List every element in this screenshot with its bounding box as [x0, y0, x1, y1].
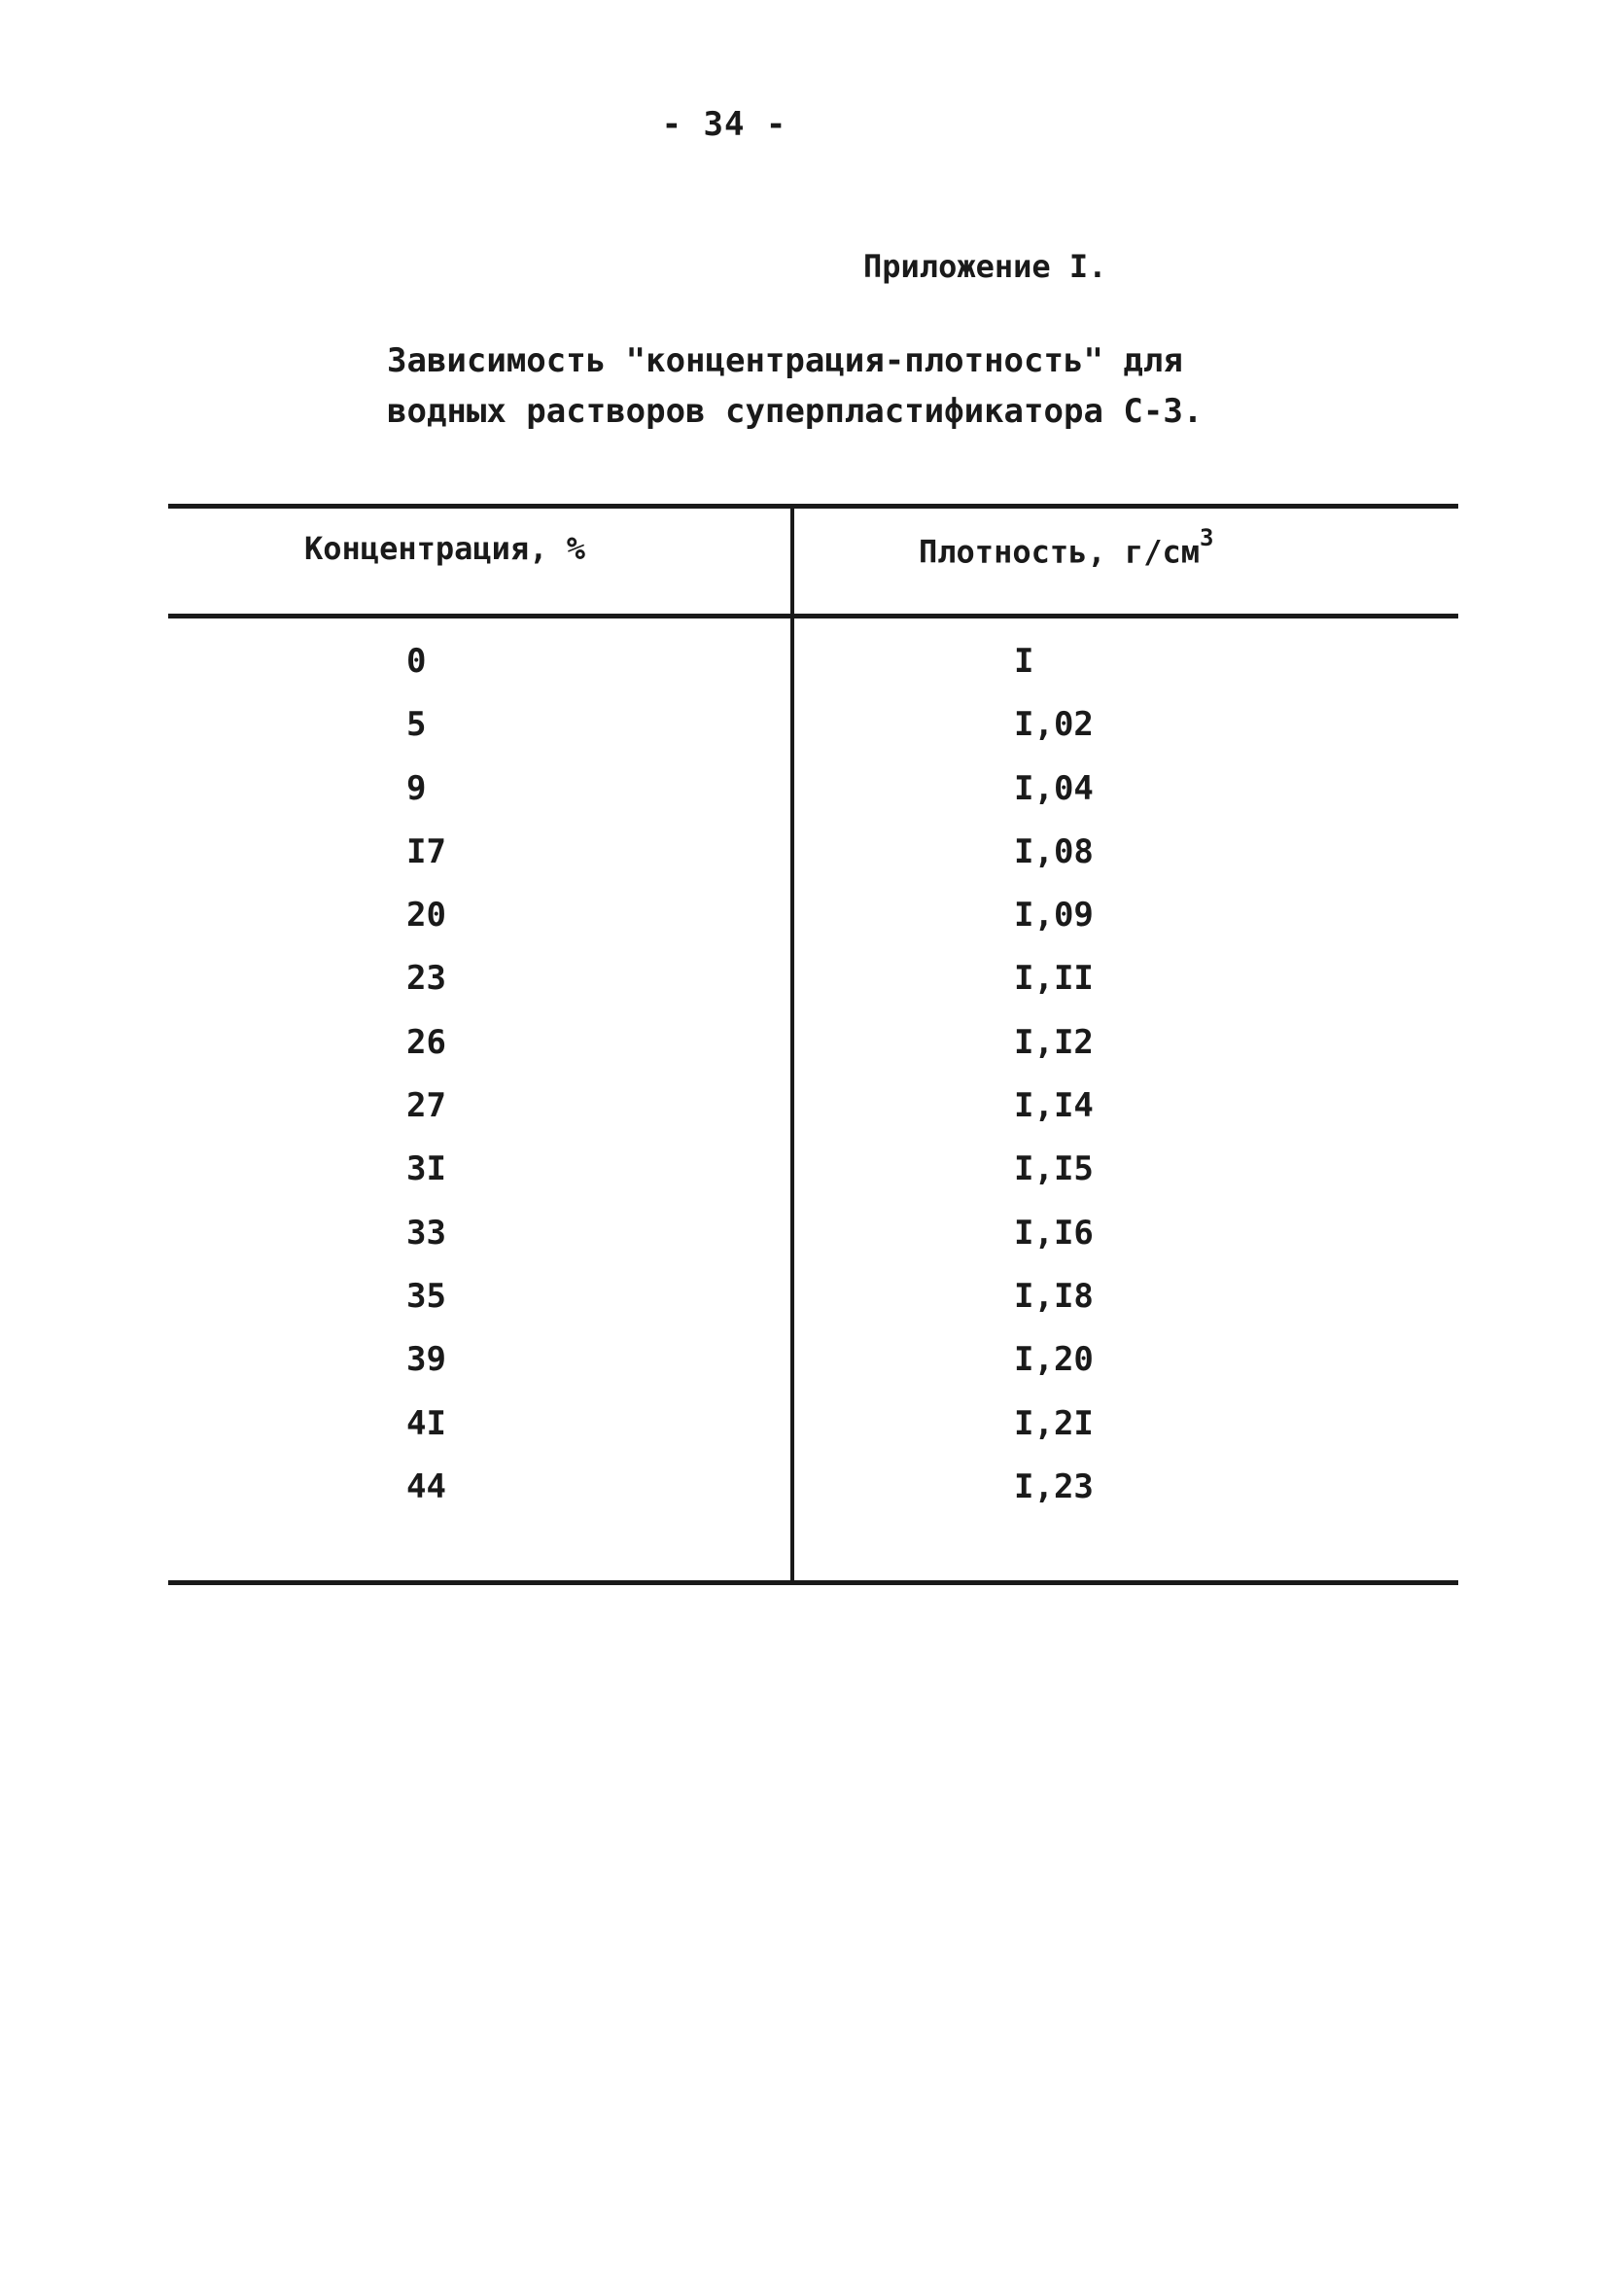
cell-concentration: 5 [406, 705, 427, 745]
table-row [168, 1086, 1458, 1149]
cell-density: I,08 [1014, 831, 1094, 871]
table-row [168, 769, 1458, 832]
cell-concentration: 44 [406, 1466, 446, 1506]
cell-concentration: 33 [406, 1213, 446, 1253]
cell-density: I,I2 [1014, 1022, 1094, 1062]
cell-concentration: I7 [406, 831, 446, 871]
table-row [168, 959, 1458, 1022]
table-row [168, 896, 1458, 959]
table-top-rule [168, 504, 1458, 509]
table-header-rule [168, 614, 1458, 618]
cell-concentration: 9 [406, 768, 427, 808]
cell-concentration: 39 [406, 1340, 446, 1380]
page-number: - 34 - [661, 105, 787, 144]
cell-concentration: 23 [406, 959, 446, 999]
cell-density: I,2I [1014, 1403, 1094, 1443]
cell-density: I,I4 [1014, 1086, 1094, 1126]
table-bottom-rule [168, 1580, 1458, 1585]
appendix-label: Приложение I. [863, 248, 1107, 285]
table-row [168, 1149, 1458, 1213]
cell-concentration: 35 [406, 1276, 446, 1316]
cell-density: I,09 [1014, 896, 1094, 936]
table-row [168, 1277, 1458, 1340]
header-concentration: Концентрация, % [304, 530, 585, 567]
table-row [168, 1023, 1458, 1086]
table-row [168, 1340, 1458, 1403]
table-row [168, 1467, 1458, 1531]
cell-concentration: 3I [406, 1149, 446, 1189]
table-row [168, 832, 1458, 896]
cell-density: I [1014, 642, 1034, 681]
title-line-2: водных растворов суперпластификатора С-3. [387, 392, 1204, 431]
cell-concentration: 26 [406, 1022, 446, 1062]
cell-density: I,I8 [1014, 1276, 1094, 1316]
title-line-1: Зависимость "концентрация-плотность" для [387, 341, 1183, 380]
table-row [168, 642, 1458, 705]
table-row [168, 705, 1458, 768]
header-density [919, 524, 1214, 571]
cell-concentration: 20 [406, 896, 446, 936]
header-density-superscript: 3 [1199, 524, 1214, 551]
cell-density: I,II [1014, 959, 1094, 999]
cell-concentration: 27 [406, 1086, 446, 1126]
table-row [168, 1214, 1458, 1277]
header-density-text: Плотность, г/см [919, 533, 1200, 571]
table-row [168, 1404, 1458, 1467]
table-body [168, 642, 1458, 1531]
document-title [387, 336, 1203, 437]
cell-density: I,I5 [1014, 1149, 1094, 1189]
cell-density: I,02 [1014, 705, 1094, 745]
cell-density: I,04 [1014, 768, 1094, 808]
cell-concentration: 0 [406, 642, 427, 681]
cell-density: I,23 [1014, 1466, 1094, 1506]
cell-density: I,20 [1014, 1340, 1094, 1380]
cell-concentration: 4I [406, 1403, 446, 1443]
cell-density: I,I6 [1014, 1213, 1094, 1253]
